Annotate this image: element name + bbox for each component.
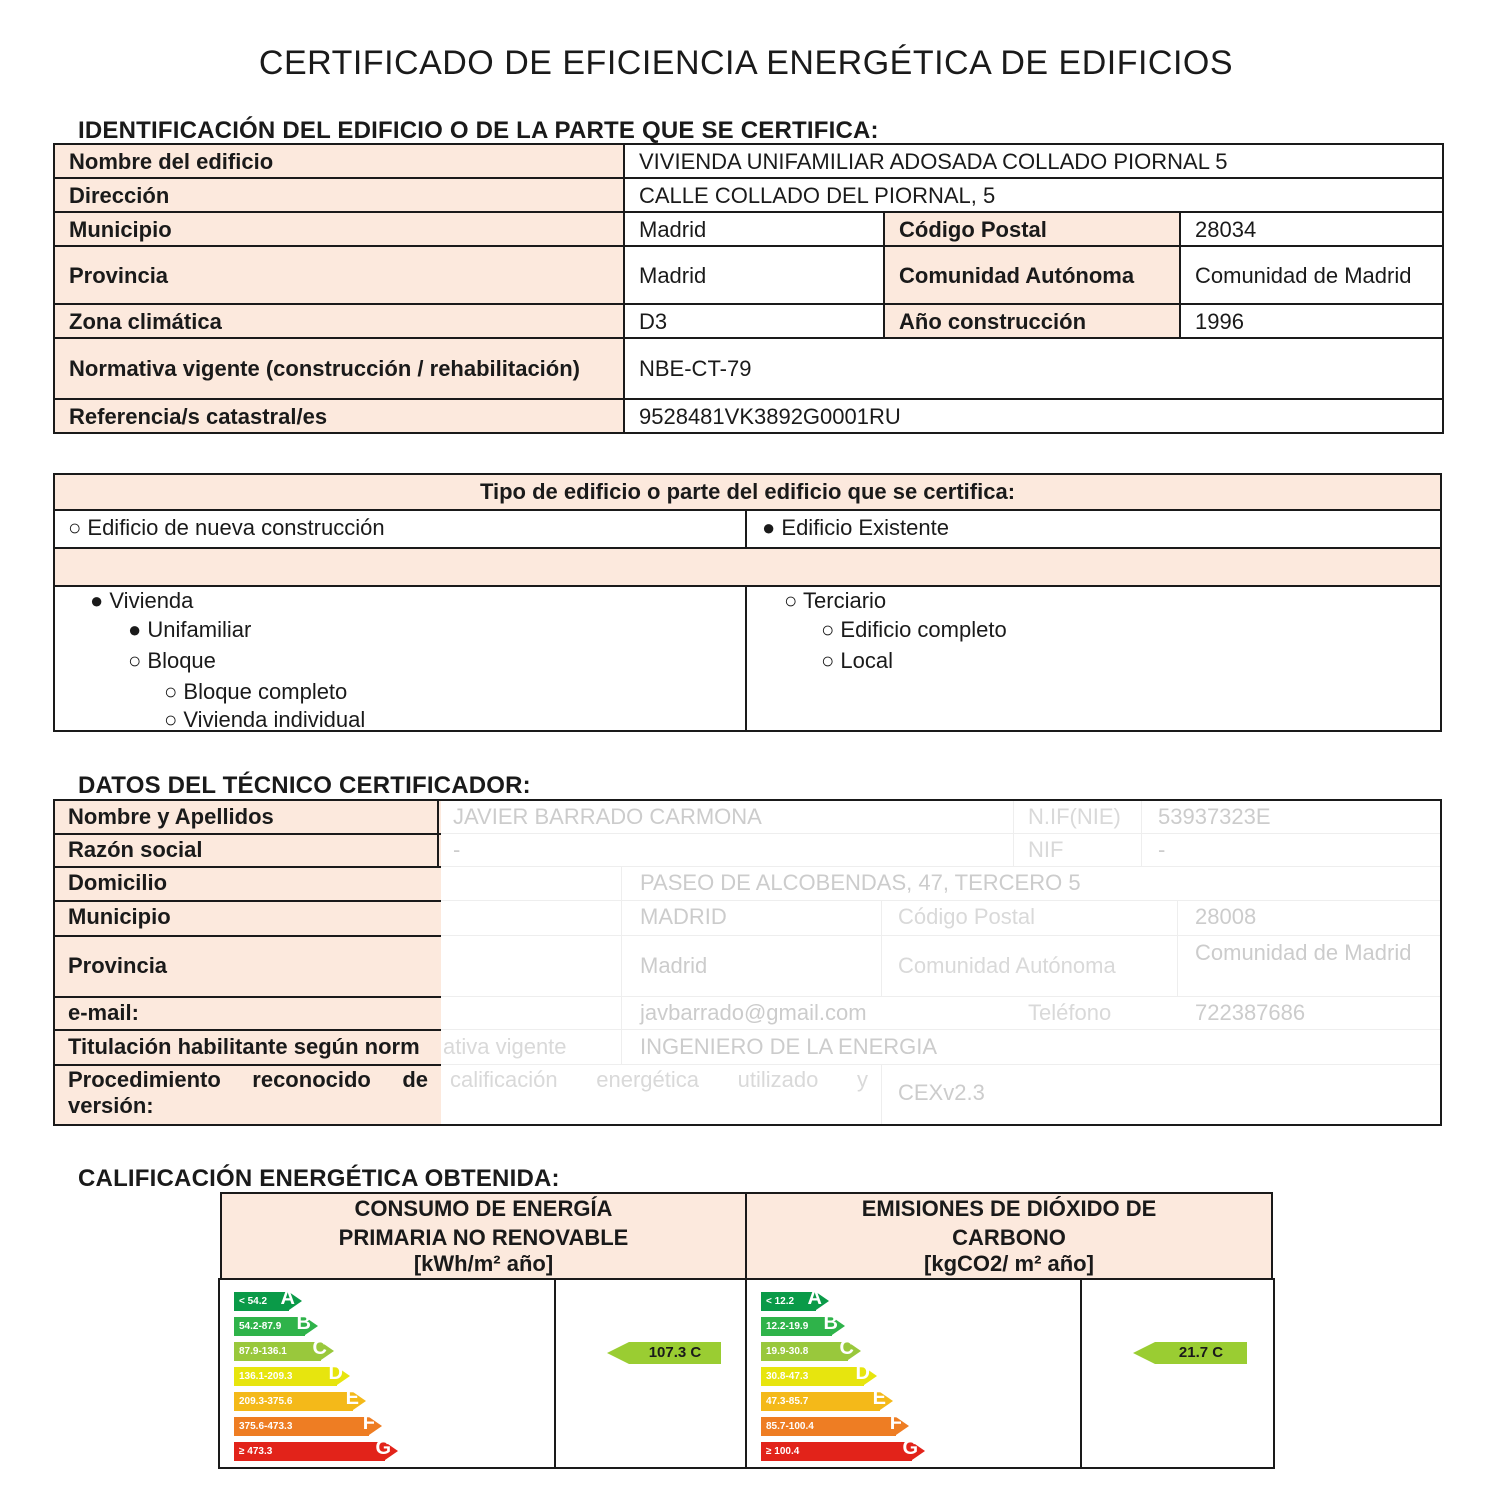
- emisiones-band-letter: C: [839, 1337, 854, 1359]
- tecnico-domicilio-value: PASEO DE ALCOBENDAS, 47, TERCERO 5: [640, 870, 1081, 895]
- divider: [745, 509, 747, 547]
- consumo-band-letter: D: [328, 1362, 343, 1384]
- normativa-label: Normativa vigente (construcción / rehabilitación): [54, 338, 624, 399]
- consumo-band-range: 136.1-209.3: [239, 1371, 293, 1382]
- consumo-band-letter: F: [362, 1412, 375, 1434]
- zona-climatica-label: Zona climática: [54, 304, 624, 338]
- comunidad-label: Comunidad Autónoma: [884, 246, 1180, 304]
- divider: [745, 585, 747, 730]
- catastral-label: Referencia/s catastral/es: [54, 399, 624, 433]
- calificacion-heading: CALIFICACIÓN ENERGÉTICA OBTENIDA:: [78, 1165, 560, 1192]
- emisiones-band-letter: A: [807, 1287, 822, 1309]
- bloque-option: ○ Bloque: [128, 648, 216, 673]
- terciario-option: ○ Terciario: [784, 588, 887, 613]
- tecnico-cp-value: 28008: [1195, 904, 1257, 929]
- consumo-header: CONSUMO DE ENERGÍA PRIMARIA NO RENOVABLE [kWh/m² año]: [338, 1196, 629, 1276]
- tipo-heading: Tipo de edificio o parte del edificio que se certifica:: [55, 475, 1440, 511]
- emisiones-band-letter: D: [855, 1362, 870, 1384]
- direccion-value: CALLE COLLADO DEL PIORNAL, 5: [624, 178, 1443, 212]
- tecnico-municipio-label: Municipio: [68, 904, 171, 929]
- codigo-postal-label: Código Postal: [884, 212, 1180, 246]
- tecnico-nombre-value: JAVIER BARRADO CARMONA: [453, 804, 762, 829]
- consumo-band-range: 54.2-87.9: [239, 1321, 282, 1332]
- tecnico-telefono-label: Teléfono: [1028, 1000, 1112, 1025]
- tecnico-email-label: e-mail:: [68, 1000, 139, 1025]
- local-option: ○ Local: [821, 648, 893, 673]
- tecnico-razon-label: Razón social: [68, 837, 203, 862]
- municipio-label: Municipio: [54, 212, 624, 246]
- emisiones-band-range: 47.3-85.7: [766, 1396, 809, 1407]
- tecnico-email-value: javbarrado@gmail.com: [640, 1000, 867, 1025]
- tecnico-procedimiento-label-2: versión:: [68, 1093, 154, 1118]
- emisiones-band-c: [761, 1337, 854, 1361]
- tecnico-cp-label: Código Postal: [898, 904, 1035, 929]
- unifamiliar-option: ● Unifamiliar: [128, 617, 252, 642]
- emisiones-band-range: 19.9-30.8: [766, 1346, 809, 1357]
- tecnico-provincia-label: Provincia: [68, 953, 168, 978]
- tecnico-titulacion-label-faded: ativa vigente: [443, 1034, 567, 1059]
- emisiones-band-letter: G: [902, 1437, 918, 1459]
- tecnico-titulacion-label: Titulación habilitante según norm: [68, 1034, 420, 1059]
- consumo-band-letter: B: [296, 1312, 311, 1334]
- tecnico-titulacion-value: INGENIERO DE LA ENERGIA: [640, 1034, 938, 1059]
- zona-climatica-value: D3: [624, 304, 884, 338]
- emisiones-header: EMISIONES DE DIÓXIDO DE CARBONO [kgCO2/ m² año]: [861, 1196, 1157, 1276]
- page-title: CERTIFICADO DE EFICIENCIA ENERGÉTICA DE EDIFICIOS: [258, 44, 1234, 82]
- provincia-value: Madrid: [624, 246, 884, 304]
- emisiones-band-range: 85.7-100.4: [766, 1421, 814, 1432]
- consumo-band-a: [234, 1287, 295, 1311]
- tecnico-procedimiento-label: Procedimiento reconocido de: [68, 1067, 428, 1092]
- provincia-label: Provincia: [54, 246, 624, 304]
- codigo-postal-value: 28034: [1180, 212, 1443, 246]
- consumo-band-range: 209.3-375.6: [239, 1396, 293, 1407]
- emisiones-band-letter: F: [889, 1412, 902, 1434]
- tecnico-telefono-value: 722387686: [1195, 1000, 1306, 1025]
- emisiones-band-g: [761, 1437, 918, 1461]
- bloque-completo-option: ○ Bloque completo: [164, 679, 348, 704]
- tecnico-ccaa-label: Comunidad Autónoma: [898, 953, 1116, 978]
- consumo-band-letter: G: [375, 1437, 391, 1459]
- comunidad-value: Comunidad de Madrid: [1180, 246, 1443, 304]
- anio-construccion-label: Año construcción: [884, 304, 1180, 338]
- tecnico-nif2-label: NIF: [1028, 837, 1064, 862]
- emisiones-band-range: ≥ 100.4: [766, 1446, 800, 1457]
- tecnico-provincia-value: Madrid: [640, 953, 708, 978]
- nombre-edificio-label: Nombre del edificio: [54, 144, 624, 178]
- direccion-label: Dirección: [54, 178, 624, 212]
- tecnico-procedimiento-value: CEXv2.3: [898, 1080, 985, 1105]
- anio-construccion-value: 1996: [1180, 304, 1443, 338]
- emisiones-band-range: 30.8-47.3: [766, 1371, 809, 1382]
- emisiones-band-letter: B: [823, 1312, 838, 1334]
- emisiones-band-range: 12.2-19.9: [766, 1321, 809, 1332]
- tecnico-nif2-value: -: [1158, 837, 1166, 862]
- normativa-value: NBE-CT-79: [624, 338, 1443, 399]
- tecnico-nif-label: N.IF(NIE): [1028, 804, 1121, 829]
- nombre-edificio-value: VIVIENDA UNIFAMILIAR ADOSADA COLLADO PIORNAL 5: [624, 144, 1443, 178]
- tecnico-nombre-label: Nombre y Apellidos: [68, 804, 274, 829]
- tecnico-ccaa-value: Comunidad de Madrid: [1195, 940, 1412, 965]
- tecnico-domicilio-label: Domicilio: [68, 870, 168, 895]
- consumo-band-range: < 54.2: [239, 1296, 268, 1307]
- emisiones-band-e: [761, 1387, 886, 1411]
- edificio-existente-option: ● Edificio Existente: [762, 515, 949, 540]
- emisiones-band-b: [761, 1312, 838, 1336]
- emisiones-band-a: [761, 1287, 822, 1311]
- emisiones-result-arrow: 21.7 C: [1155, 1342, 1247, 1364]
- consumo-band-letter: C: [312, 1337, 327, 1359]
- identificacion-table: [53, 143, 1444, 434]
- edificio-completo-option: ○ Edificio completo: [821, 617, 1007, 642]
- consumo-band-c: [234, 1337, 327, 1361]
- emisiones-band-range: < 12.2: [766, 1296, 795, 1307]
- consumo-result-arrow: 107.3 C: [629, 1342, 721, 1364]
- consumo-band-b: [234, 1312, 311, 1336]
- consumo-band-letter: E: [345, 1387, 359, 1409]
- consumo-band-g: [234, 1437, 391, 1461]
- emisiones-band-letter: E: [872, 1387, 886, 1409]
- consumo-band-range: ≥ 473.3: [239, 1446, 273, 1457]
- catastral-value: 9528481VK3892G0001RU: [624, 399, 1443, 433]
- consumo-band-f: [234, 1412, 375, 1436]
- consumo-band-d: [234, 1362, 343, 1386]
- tecnico-razon-value: -: [453, 837, 461, 862]
- tecnico-municipio-value: MADRID: [640, 904, 727, 929]
- nueva-construccion-option: ○ Edificio de nueva construcción: [68, 515, 385, 540]
- emisiones-band-f: [761, 1412, 902, 1436]
- municipio-value: Madrid: [624, 212, 884, 246]
- vivienda-individual-option: ○ Vivienda individual: [164, 707, 366, 732]
- identificacion-heading: IDENTIFICACIÓN DEL EDIFICIO O DE LA PARTE QUE SE CERTIFICA:: [78, 117, 879, 144]
- tecnico-nif-value: 53937323E: [1158, 804, 1271, 829]
- emisiones-band-d: [761, 1362, 870, 1386]
- tecnico-procedimiento-label-faded: calificación energética utilizado y: [450, 1067, 868, 1092]
- consumo-band-letter: A: [280, 1287, 295, 1309]
- vivienda-option: ● Vivienda: [90, 588, 194, 613]
- tecnico-heading: DATOS DEL TÉCNICO CERTIFICADOR:: [78, 772, 531, 799]
- tipo-spacer-row: [55, 547, 1440, 587]
- consumo-band-range: 375.6-473.3: [239, 1421, 293, 1432]
- consumo-band-range: 87.9-136.1: [239, 1346, 287, 1357]
- consumo-band-e: [234, 1387, 359, 1411]
